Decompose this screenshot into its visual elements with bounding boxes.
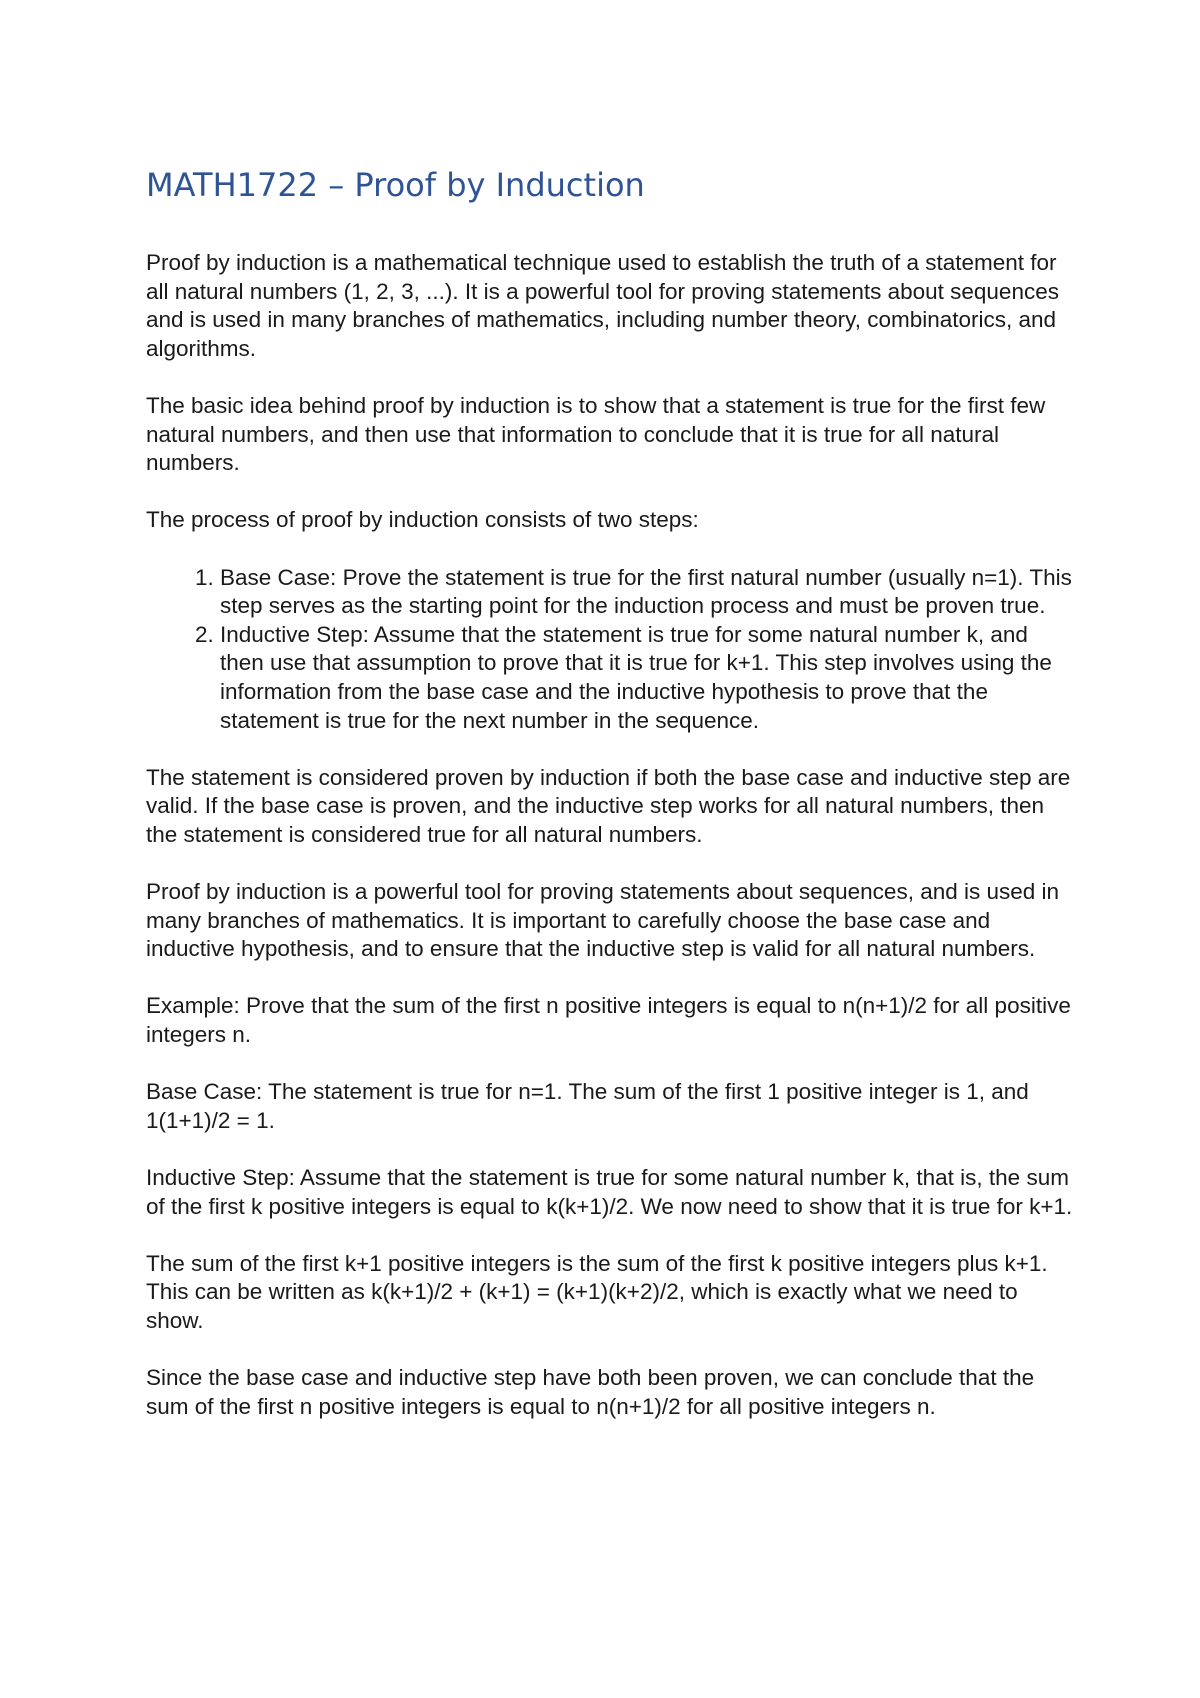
basic-idea-paragraph: The basic idea behind proof by induction is to show that a statement is true for the first few natural numbers, and then use that information to conclude that it is true for all natural numbers. [146,392,1046,476]
document-title: MATH1722 – Proof by Induction [146,166,645,204]
step-base-case: 1. Base Case: Prove the statement is true for the first natural number (usually n=1). This step serves as the starting point for the induction process and must be proven true. [220,564,1076,621]
example-inductive-step-paragraph: Inductive Step: Assume that the statement is true for some natural number k, that is, the sum of the first k positive integers is equal to k(k+1)/2. We now need to show that it is true for k+1. [146,1165,1073,1219]
intro-paragraph: Proof by induction is a mathematical technique used to establish the truth of a statement for all natural numbers (1, 2, 3, ...). It is a powerful tool for proving statements about sequences and is used in many branches of mathematics, including number theory, combinatorics, and algorithms. [146,250,1059,361]
powerful-tool-paragraph: Proof by induction is a powerful tool for proving statements about sequences, and is used in many branches of mathematics. It is important to carefully choose the base case and inductive hypothesis, and to ensure that the inductive step is valid for all natural numbers. [146,879,1060,962]
example-base-case-paragraph: Base Case: The statement is true for n=1. The sum of the first 1 positive integer is 1, and 1(1+1)/2 = 1. [146,1079,1029,1133]
proven-paragraph: The statement is considered proven by induction if both the base case and inductive step are valid. If the base case is proven, and the inductive step works for all natural numbers, then the statement is considered true for all natural numbers. [146,764,1071,847]
process-intro-paragraph: The process of proof by induction consists of two steps: [146,507,699,533]
document-body [146,165,1076,1450]
step-inductive: 2. Inductive Step: Assume that the statement is true for some natural number k, and then use that assumption to prove that it is true for k+1. This step involves using the information from the base case and the inductive hypothesis to prove that the statement is true for the next number in the sequence. [220,621,1076,735]
sum-k-plus-one-paragraph: The sum of the first k+1 positive integers is the sum of the first k positive integers plus k+1. This can be written as k(k+1)/2 + (k+1) = (k+1)(k+2)/2, which is exactly what we need to show. [146,1250,1048,1333]
steps-list [146,564,1076,736]
example-paragraph: Example: Prove that the sum of the first n positive integers is equal to n(n+1)/2 for all positive integers n. [146,993,1071,1048]
conclusion-paragraph: Since the base case and inductive step have both been proven, we can conclude that the sum of the first n positive integers is equal to n(n+1)/2 for all positive integers n. [146,1365,1035,1419]
